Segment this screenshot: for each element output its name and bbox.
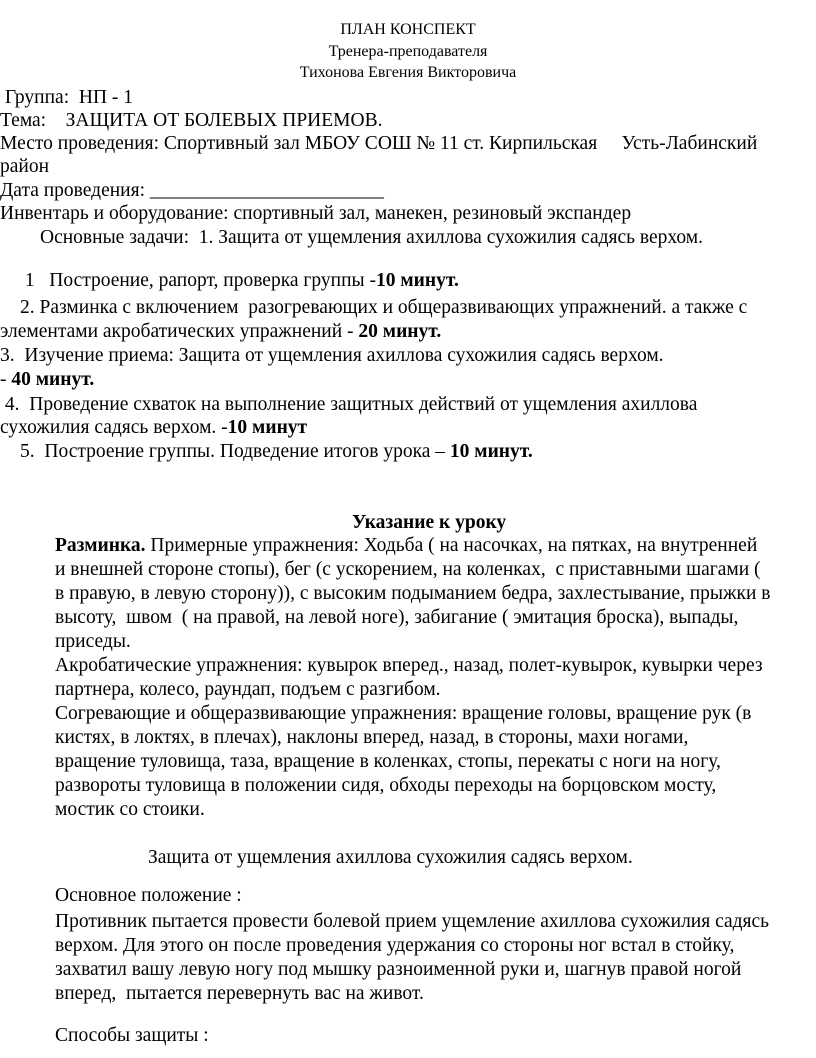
group-line: Группа: НП - 1 xyxy=(0,87,134,108)
plan-item-5-text: 5. Построение группы. Подведение итогов урока – xyxy=(20,441,450,462)
warmup-line-5: приседы. xyxy=(55,631,131,652)
plan-item-3-line-1: 3. Изучение приема: Защита от ущемления ахиллова сухожилия садясь верхом. xyxy=(0,345,664,366)
warmup-line-2: и внешней стороне стопы), бег (с ускорением, на коленках, с приставными шагами ( xyxy=(55,559,761,580)
plan-item-5-time: 10 минут. xyxy=(449,441,533,462)
warmup-line-4: высоту, швом ( на правой, на левой ноге), забигание ( эмитация броска), выпады, xyxy=(55,607,739,628)
author-role: Тренера-преподавателя xyxy=(328,43,488,60)
position-line-1: Противник пытается провести болевой прием ущемление ахиллова сухожилия садясь xyxy=(55,911,770,932)
warming-line-5: мостик со стоики. xyxy=(55,799,205,820)
instructions-heading-text: Указание к уроку xyxy=(352,512,507,533)
plan-item-1-text: 1 Построение, рапорт, проверка группы - xyxy=(20,270,377,291)
technique-heading: Защита от ущемления ахиллова сухожилия садясь верхом. xyxy=(148,847,633,868)
position-line-3: захватил вашу левую ногу под мышку разноименной руки и, шагнув правой ногой xyxy=(55,959,742,980)
warmup-label: Разминка. xyxy=(55,535,146,556)
plan-item-4-line-1: 4. Проведение схваток на выполнение защитных действий от ущемления ахиллова xyxy=(0,394,698,415)
plan-item-1-time: 10 минут. xyxy=(376,270,459,291)
plan-item-4-line-2 xyxy=(0,416,307,440)
plan-item-4-text: сухожилия садясь верхом. - xyxy=(0,417,228,438)
warming-line-2: кистях, в локтях, в плечах), наклоны вперед, назад, в стороны, махи ногами, xyxy=(55,727,689,748)
topic-line: Тема: ЗАЩИТА ОТ БОЛЕВЫХ ПРИЕМОВ. xyxy=(0,110,383,131)
position-line-2: верхом. Для этого он после проведения удержания со стороны ног встал в стойку, xyxy=(55,935,735,956)
warming-line-4: развороты туловища в положении сидя, обходы переходы на борцовском мосту, xyxy=(55,775,717,796)
warmup-text: Примерные упражнения: Ходьба ( на насочках, на пятках, на внутренней xyxy=(145,535,758,556)
position-label: Основное положение : xyxy=(55,885,242,906)
plan-item-2-line-2 xyxy=(0,320,441,344)
plan-item-3-time: 40 минут. xyxy=(11,369,95,390)
plan-item-2-time: 20 минут. xyxy=(358,321,442,342)
tasks-line: Основные задачи: 1. Защита от ущемления ахиллова сухожилия садясь верхом. xyxy=(40,227,704,248)
acrobatics-line-2: партнера, колесо, раундап, подъем с разгибом. xyxy=(55,679,441,700)
place-line-1: Место проведения: Спортивный зал МБОУ СОШ № 11 ст. Кирпильская Усть-Лабинский xyxy=(0,133,758,154)
warmup-line-3: в правую, в левую сторону)), с высоким подыманием бедра, захлестывание, прыжки в xyxy=(55,583,771,604)
position-line-4: вперед, пытается перевернуть вас на живот. xyxy=(55,983,424,1004)
place-line-2: район xyxy=(0,156,50,177)
plan-item-5 xyxy=(20,440,533,464)
document-title: ПЛАН КОНСПЕКТ xyxy=(340,21,476,38)
plan-item-1 xyxy=(20,269,459,293)
equipment-line: Инвентарь и оборудование: спортивный зал, манекен, резиновый экспандер xyxy=(0,203,632,224)
warming-line-3: вращение туловища, таза, вращение в коленках, стопы, перекаты с ноги на ногу, xyxy=(55,751,721,772)
author-name: Тихонова Евгения Викторовича xyxy=(299,64,517,81)
date-line: Дата проведения: ________________________ xyxy=(0,180,384,201)
warmup-line-1 xyxy=(55,534,757,558)
instructions-heading xyxy=(352,511,506,535)
defense-label: Способы защиты : xyxy=(55,1025,209,1046)
plan-item-3-prefix: - xyxy=(0,369,12,390)
warming-line-1: Согревающие и общеразвивающие упражнения: вращение головы, вращение рук (в xyxy=(55,703,752,724)
acrobatics-line-1: Акробатические упражнения: кувырок вперед., назад, полет-кувырок, кувырки через xyxy=(55,655,763,676)
plan-item-4-time: 10 минут xyxy=(227,417,308,438)
plan-item-2-text: элементами акробатических упражнений - xyxy=(0,321,359,342)
plan-item-2-line-1: 2. Разминка с включением разогревающих и общеразвивающих упражнений. а также с xyxy=(20,297,748,318)
plan-item-3-line-2 xyxy=(0,368,94,392)
